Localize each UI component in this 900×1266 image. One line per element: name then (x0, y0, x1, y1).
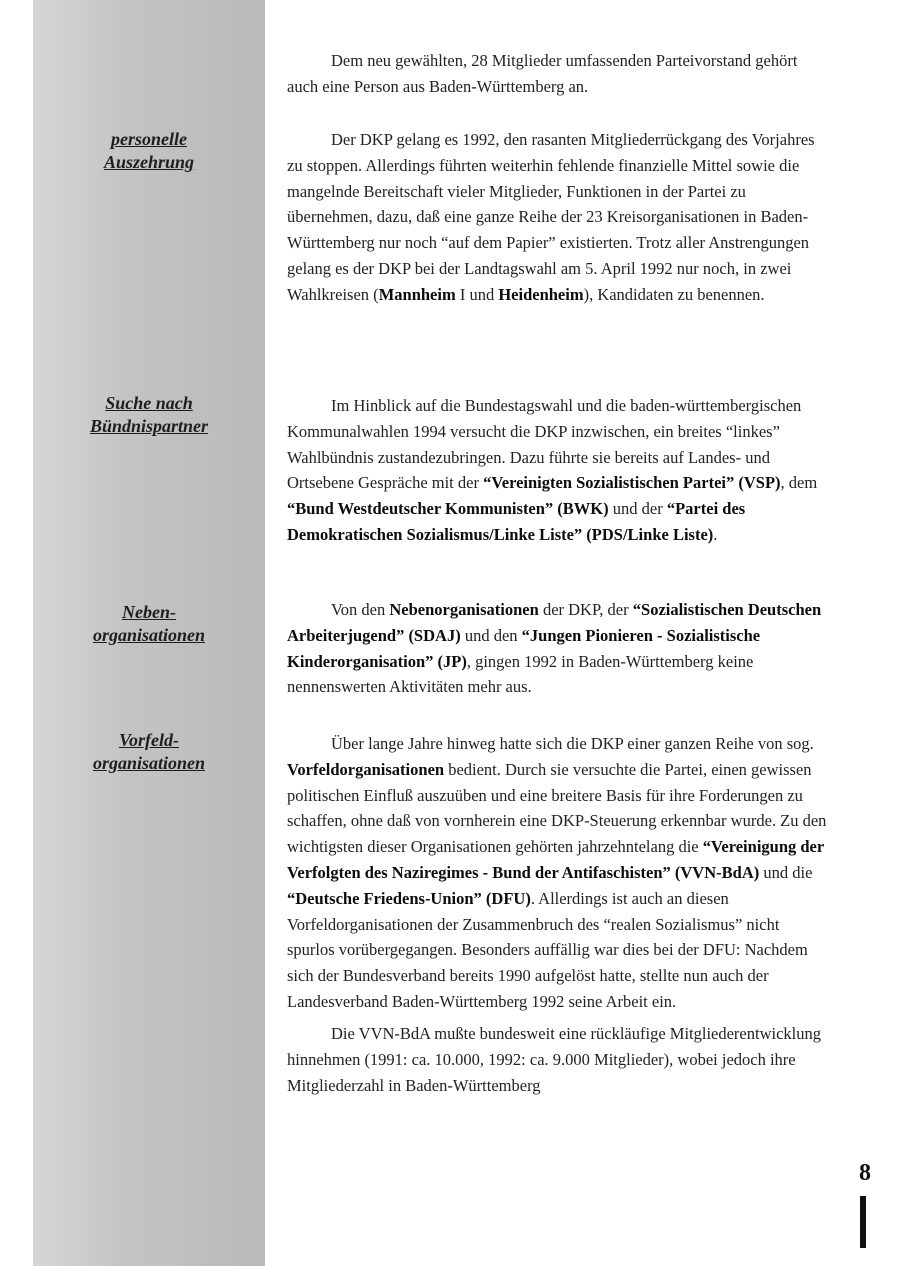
bold-run: Heidenheim (498, 284, 584, 304)
bold-run: Vorfeldorganisationen (287, 759, 445, 779)
page-number: 8 (859, 1160, 871, 1186)
text-run: Der DKP gelang es 1992, den rasanten Mitgliederrückgang des Vorjahres zu stoppen. Allerdings führten weiterhin fehlende finanzielle Mittel sowie die mangelnde Bereitschaft vieler Mitglieder, Funktionen in der Partei zu übernehmen, dazu, daß eine ganze Reihe der 23 Kreisorganisationen in Baden-Württemberg nur noch “auf dem Papier” existierten. Trotz aller Anstrengungen gelang es der DKP bei der Landtagswahl am 5. April 1992 nur noch, in zwei Wahlkreisen ( (287, 130, 815, 304)
margin-note-line: organisationen (92, 625, 206, 645)
bold-run: “Deutsche Friedens-Union” (DFU) (287, 888, 531, 908)
text-run: und den (460, 625, 522, 645)
margin-note-line: personelle (111, 129, 187, 149)
margin-note-buendnispartner (33, 392, 265, 438)
text-run: Dem neu gewählten, 28 Mitglieder umfassenden Parteivorstand gehört auch eine Person aus Baden-Württemberg an. (287, 51, 798, 96)
margin-note-line: Neben- (122, 602, 176, 622)
text-run: . Allerdings ist auch an diesen Vorfeldorganisationen der Zusammenbruch des “realen Sozialismus” nicht spurlos vorübergegangen. Besonders auffällig war dies bei der DFU: Nachdem sich der Bundesverband bereits 1990 aufgelöst hatte, stellte nun auch der Landesverband Baden-Württemberg 1992 seine Arbeit ein. (287, 888, 808, 1011)
text-run: bedient. Durch sie versuchte die Partei, einen gewissen politischen Einfluß auszuüben und eine breitere Basis für ihre Forderungen zu schaffen, ohne daß von vornherein eine DKP-Steuerung erkennbar wurde. Zu den wichtigsten dieser Organisationen gehörten jahrzehntelang die (287, 759, 827, 857)
paragraph-personelle-auszehrung (287, 127, 827, 308)
margin-note-line: Suche nach (105, 393, 193, 413)
paragraph-vorfeldorganisationen (287, 731, 827, 1015)
paragraph-buendnispartner (287, 393, 827, 548)
bold-run: “Partei des Demokratischen Sozialismus/Linke Liste” (PDS/Linke Liste) (287, 499, 746, 544)
page-marker-bar (860, 1196, 866, 1248)
paragraph-vvn-bda (287, 1021, 827, 1098)
text-run: und der (608, 499, 667, 519)
text-run: ), Kandidaten zu benennen. (583, 284, 765, 304)
bold-run: Mannheim (378, 284, 456, 304)
text-run: , dem (780, 473, 818, 493)
bold-run: “Jungen Pionieren - Sozialistische Kinderorganisation” (JP) (287, 625, 761, 671)
paragraph-nebenorganisationen (287, 597, 827, 700)
text-run: , gingen 1992 in Baden-Württemberg keine nennenswerten Aktivitäten mehr aus. (287, 651, 754, 697)
bold-run: “Sozialistischen Deutschen Arbeiterjugend” (SDAJ) (287, 600, 822, 645)
margin-note-line: organisationen (92, 753, 206, 773)
text-run: . (713, 524, 718, 544)
margin-note-line: Bündnispartner (89, 416, 209, 436)
margin-note-nebenorganisationen (33, 601, 265, 647)
margin-note-line: Auszehrung (103, 152, 195, 172)
text-run: Über lange Jahre hinweg hatte sich die DKP einer ganzen Reihe von sog. (331, 734, 814, 753)
text-run: Im Hinblick auf die Bundestagswahl und die baden-württembergischen Kommunalwahlen 1994 versucht die DKP inzwischen, ein breites “linkes” Wahlbündnis zustandezubringen. Dazu führte sie bereits auf Landes- und Ortsebene Gespräche mit der (287, 396, 802, 493)
margin-note-line: Vorfeld- (119, 730, 179, 750)
margin-note-personelle-auszehrung (33, 128, 265, 174)
text-run: der DKP, der (538, 600, 633, 619)
paragraph-parteivorstand (287, 48, 827, 100)
bold-run: “Vereinigten Sozialistischen Partei” (VSP) (483, 473, 781, 493)
text-run: und die (759, 862, 813, 882)
margin-note-vorfeldorganisationen (33, 729, 265, 775)
bold-run: “Bund Westdeutscher Kommunisten” (BWK) (287, 499, 609, 519)
text-run: I und (455, 284, 499, 304)
bold-run: Nebenorganisationen (389, 600, 539, 619)
bold-run: “Vereinigung der Verfolgten des Naziregimes - Bund der Antifaschisten” (VVN-BdA) (287, 837, 824, 882)
text-run: Die VVN-BdA mußte bundesweit eine rückläufige Mitgliederentwicklung hinnehmen (1991: ca. 10.000, 1992: ca. 9.000 Mitglieder), wobei jedoch ihre Mitgliederzahl in Baden-Württemberg (287, 1024, 821, 1095)
text-run: Von den (331, 600, 390, 619)
